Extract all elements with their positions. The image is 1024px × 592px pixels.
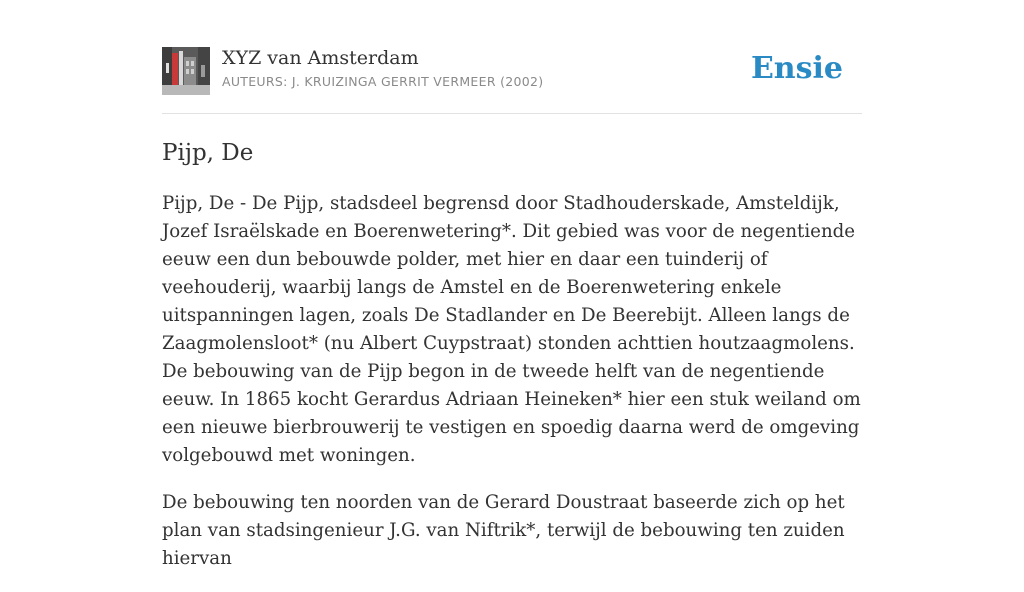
entry-paragraph: De bebouwing ten noorden van de Gerard Doustraat baseerde zich op het plan van stadsingenieur J.G. van Niftrik*, terwijl de bebouwing ten zuiden hiervan [162,492,845,569]
source-authors: AUTEURS: J. KRUIZINGA GERRIT VERMEER (2002) [222,74,544,89]
entry-body [162,190,862,592]
source-header [162,0,862,114]
page-container [162,0,862,569]
entry-paragraph: Pijp, De - De Pijp, stadsdeel begrensd door Stadhouderskade, Amsteldijk, Jozef Israëlskade en Boerenwetering*. Dit gebied was voor de negentiende eeuw een dun bebouwde polder, met hier en daar een tuinderij of veehouderij, waarbij langs de Amstel en de Boerenwetering enkele uitspanningen lagen, zoals De Stadlander en De Beerebijt. Alleen langs de Zaagmolensloot* (nu Albert Cuypstraat) stonden achttien houtzaagmolens. De bebouwing van de Pijp begon in de tweede helft van de negentiende eeuw. In 1865 kocht Gerardus Adriaan Heineken* hier een stuk weiland om een nieuwe bierbrouwerij te vestigen en spoedig daarna werd de omgeving volgebouwd met woningen. [162,193,861,466]
entry-title: Pijp, De [162,140,254,166]
source-avatar[interactable] [162,47,210,95]
brand-logo[interactable]: Ensie [750,51,843,86]
street-photo-icon [162,47,210,95]
source-title[interactable]: XYZ van Amsterdam [222,47,419,69]
